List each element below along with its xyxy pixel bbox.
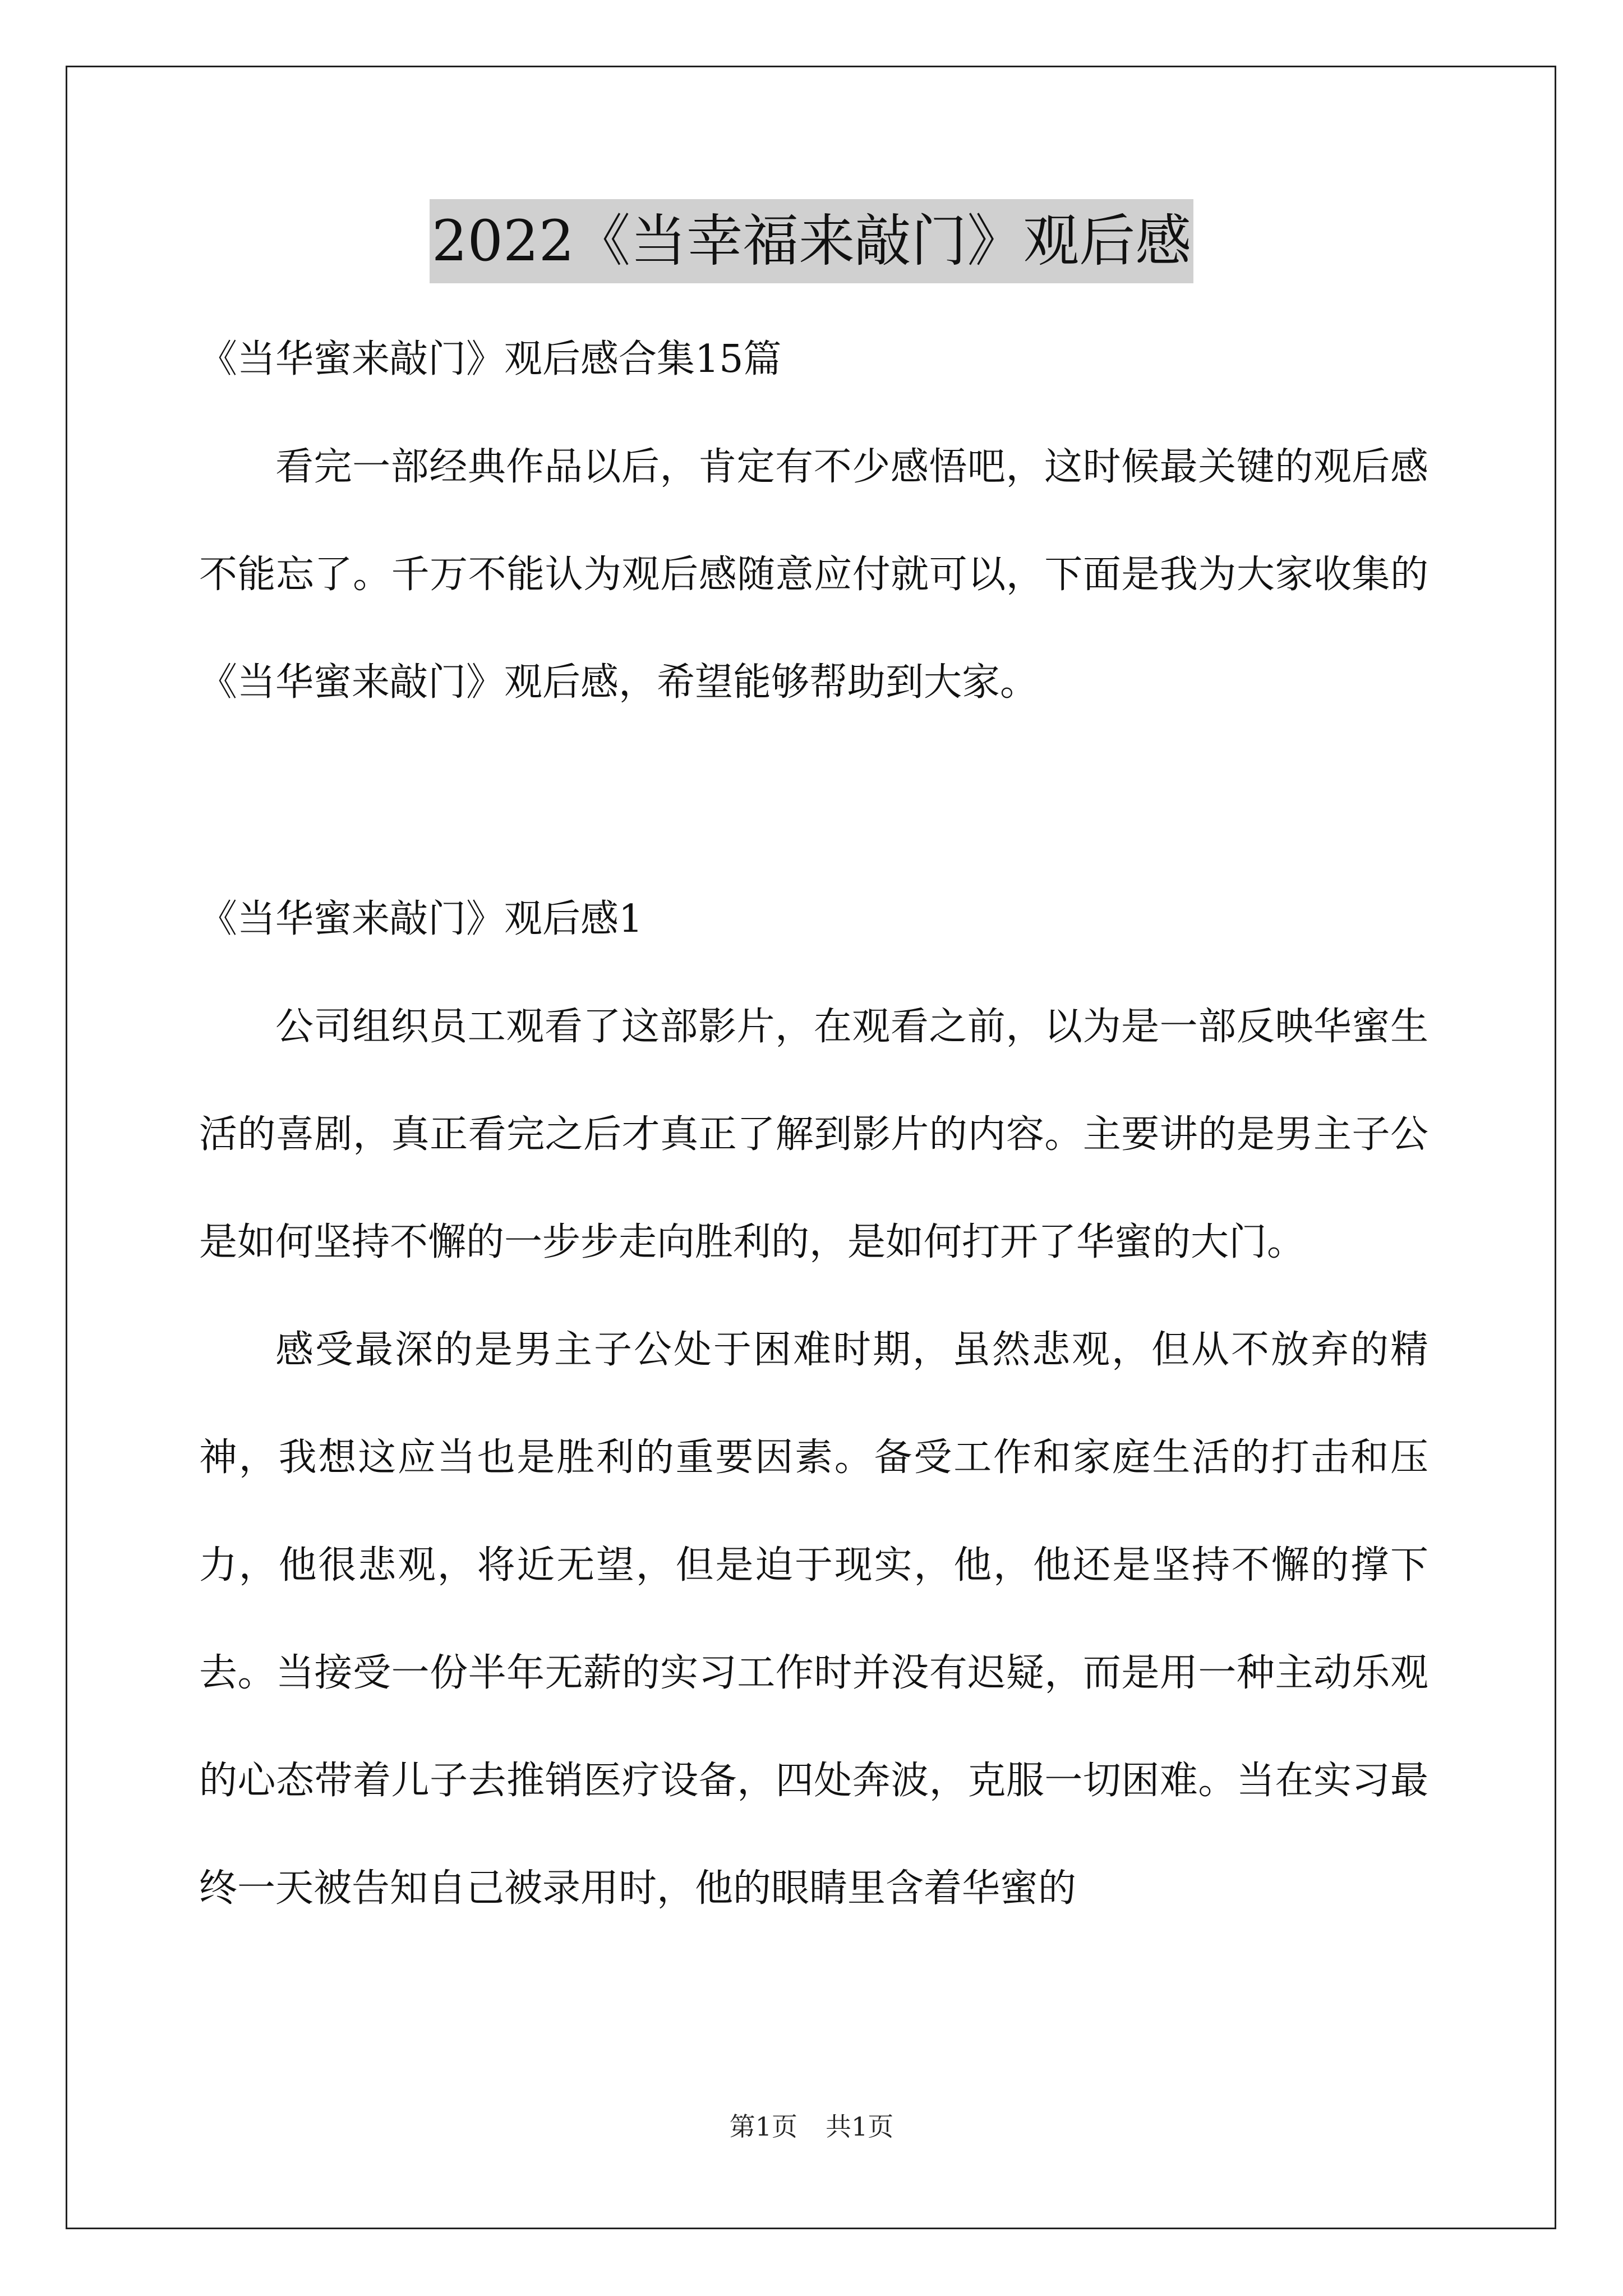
page-total: 共1页: [826, 2111, 894, 2142]
intro-paragraph: 看完一部经典作品以后，肯定有不少感悟吧，这时候最关键的观后感不能忘了。千万不能认为观后感随意应付就可以，下面是我为大家收集的《当华蜜来敲门》观后感，希望能够帮助到大家。: [199, 445, 1428, 705]
section-heading: 《当华蜜来敲门》观后感1: [199, 897, 643, 941]
document-title: 2022《当幸福来敲门》观后感: [430, 199, 1194, 283]
body-paragraph-1: 公司组织员工观看了这部影片，在观看之前，以为是一部反映华蜜生活的喜剧，真正看完之后才真正了解到影片的内容。主要讲的是男主子公是如何坚持不懈的一步步走向胜利的，是如何打开了华蜜的大门。: [199, 1005, 1428, 1264]
intro-paragraph-block: [199, 413, 1428, 737]
page-number: 第1页: [729, 2111, 797, 2142]
body-paragraph-2: 感受最深的是男主子公处于困难时期，虽然悲观，但从不放弃的精神，我想这应当也是胜利的重要因素。备受工作和家庭生活的打击和压力，他很悲观，将近无望，但是迫于现实，他，他还是坚持不懈的撑下去。当接受一份半年无薪的实习工作时并没有迟疑，而是用一种主动乐观的心态带着儿子去推销医疗设备，四处奔波，克服一切困难。当在实习最终一天被告知自己被录用时，他的眼睛里含着华蜜的: [199, 1328, 1428, 1911]
collection-heading: 《当华蜜来敲门》观后感合集15篇: [199, 337, 782, 381]
page-footer: [0, 2106, 1623, 2143]
title-container: [0, 199, 1623, 283]
body-paragraphs: [199, 973, 1428, 1943]
document-body: [199, 306, 1428, 1943]
